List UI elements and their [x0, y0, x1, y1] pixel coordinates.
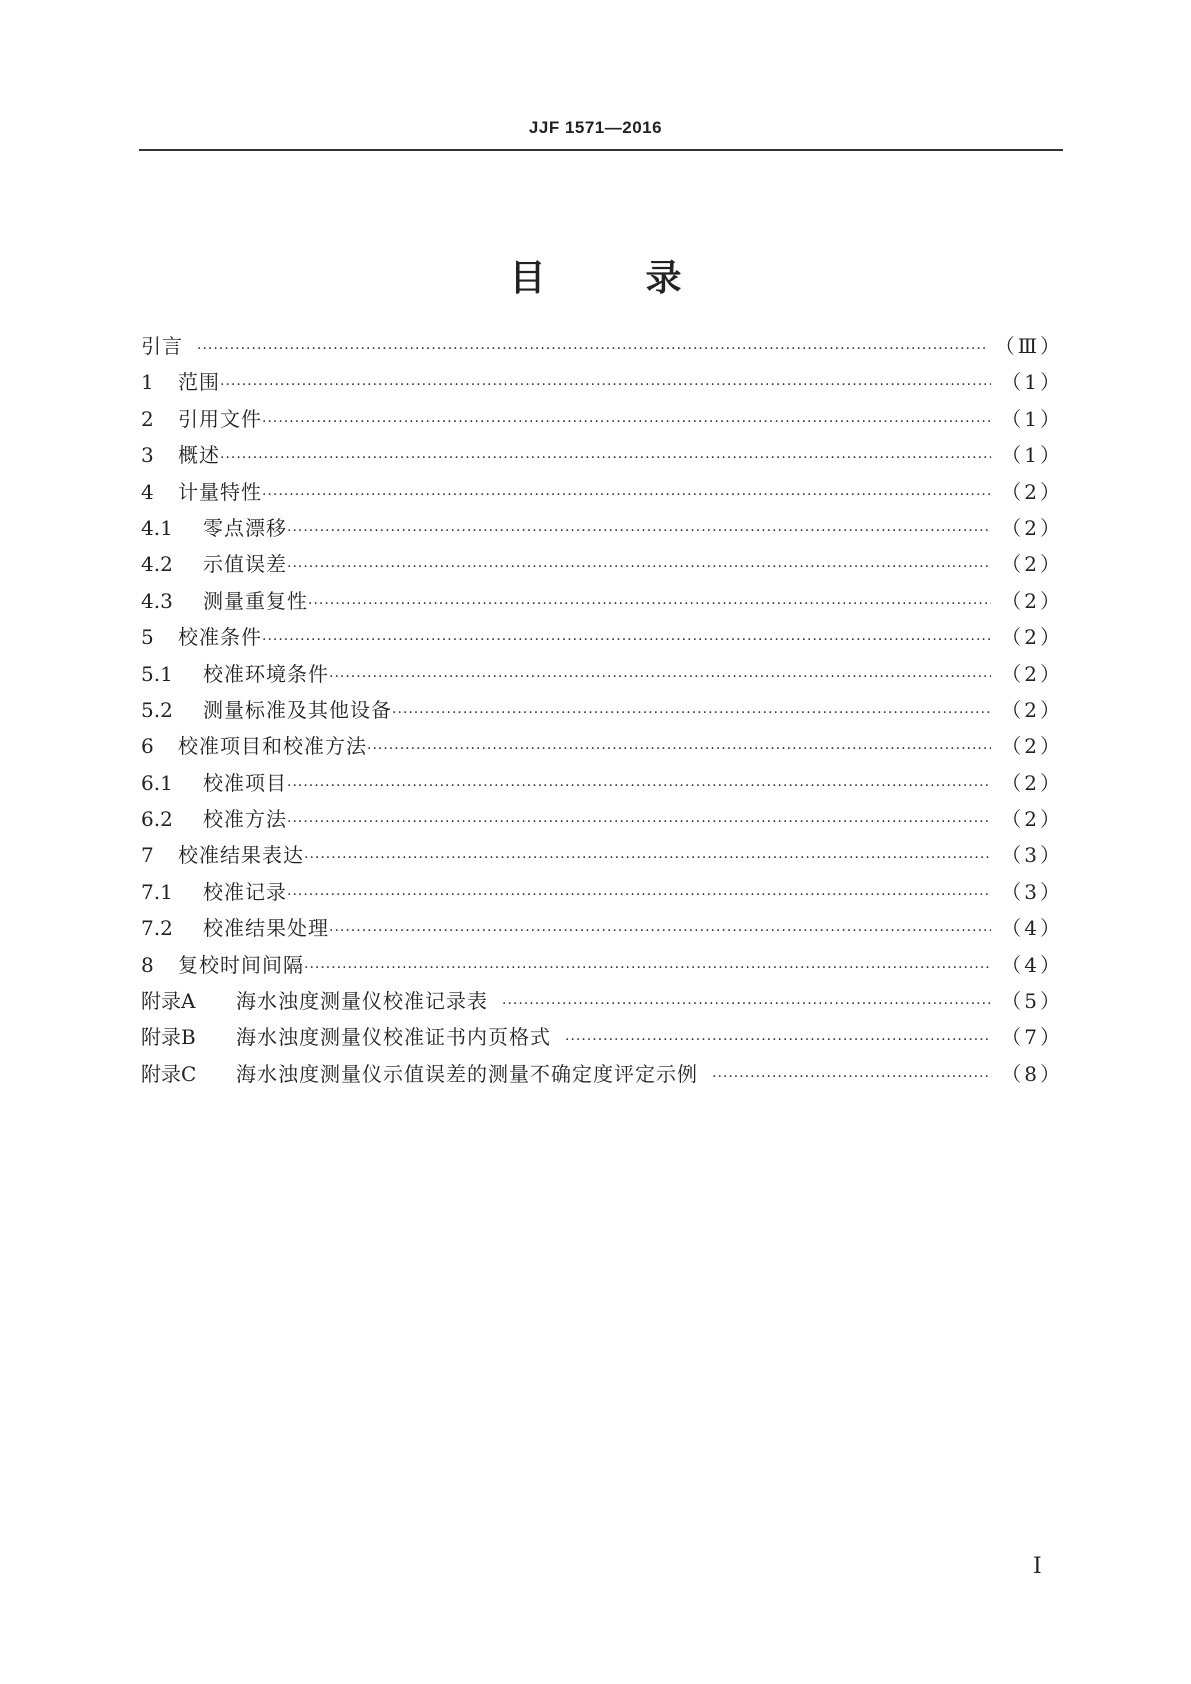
toc-entry-title: 海水浊度测量仪校准记录表: [236, 989, 488, 1014]
toc-entry[interactable]: [141, 366, 1063, 402]
toc-entry-title: 校准结果处理: [203, 916, 329, 941]
dot-leader: [712, 1069, 991, 1085]
dot-leader: [287, 559, 991, 575]
toc-entry[interactable]: [141, 512, 1063, 548]
page-title: [0, 250, 1191, 301]
toc-entry-title: 概述: [178, 443, 220, 468]
toc-entry-number: 附录B: [141, 1025, 196, 1050]
toc-entry-page: （2）: [1001, 734, 1063, 759]
toc-entry[interactable]: [141, 694, 1063, 730]
toc-entry-number: 5: [141, 625, 154, 650]
toc-entry-number: 5.1: [141, 661, 173, 686]
page-number: Ⅰ: [1033, 1554, 1042, 1579]
dot-leader: [502, 996, 991, 1012]
toc-entry-page: （2）: [1001, 625, 1063, 650]
toc-entry-number: 3: [141, 443, 154, 468]
toc-entry-title: 校准项目: [203, 770, 287, 795]
toc-entry[interactable]: [141, 476, 1063, 512]
toc-entry-title: 测量重复性: [203, 588, 308, 613]
dot-leader: [287, 778, 991, 794]
toc-entry-page: （1）: [1001, 370, 1063, 395]
toc-entry-number: 4: [141, 479, 154, 504]
toc-entry[interactable]: [141, 1021, 1063, 1057]
toc-entry-title: 范围: [178, 370, 220, 395]
toc-entry-number: 附录C: [141, 1061, 197, 1086]
title-char: 录: [645, 258, 682, 299]
toc-entry-title: 测量标准及其他设备: [203, 697, 392, 722]
toc-entry[interactable]: [141, 912, 1063, 948]
toc-entry-page: （2）: [1001, 697, 1063, 722]
toc-entry-page: （2）: [1001, 770, 1063, 795]
dot-leader: [304, 960, 991, 976]
toc-entry-page: （8）: [1001, 1061, 1063, 1086]
toc-entry-title: 计量特性: [178, 479, 262, 504]
running-header: JJF 1571—2016: [528, 118, 663, 137]
header-rule: [139, 149, 1063, 151]
dot-leader: [197, 341, 985, 357]
toc-entry-title: 校准方法: [203, 807, 287, 832]
dot-leader: [262, 487, 991, 503]
toc-entry[interactable]: [141, 876, 1063, 912]
table-of-contents: [141, 330, 1063, 1094]
title-char: 目: [509, 258, 546, 299]
dot-leader: [220, 450, 991, 466]
dot-leader: [308, 596, 991, 612]
toc-entry-title: 校准记录: [203, 879, 287, 904]
toc-entry[interactable]: [141, 730, 1063, 766]
dot-leader: [262, 414, 991, 430]
toc-entry-page: （2）: [1001, 515, 1063, 540]
toc-entry[interactable]: [141, 949, 1063, 985]
toc-entry-number: 4.1: [141, 515, 173, 540]
toc-entry-number: 6.1: [141, 770, 173, 795]
toc-entry[interactable]: [141, 839, 1063, 875]
toc-entry-number: 2: [141, 406, 154, 431]
toc-entry-page: （5）: [1001, 989, 1063, 1014]
toc-entry-page: （2）: [1001, 661, 1063, 686]
dot-leader: [329, 923, 991, 939]
toc-entry-number: 6: [141, 734, 154, 759]
toc-entry-title: 零点漂移: [203, 515, 287, 540]
toc-entry[interactable]: [141, 585, 1063, 621]
toc-entry[interactable]: [141, 403, 1063, 439]
toc-entry-page: （Ⅲ）: [994, 334, 1063, 358]
toc-entry[interactable]: [141, 330, 1063, 366]
toc-entry-title: 示值误差: [203, 552, 287, 577]
dot-leader: [367, 741, 991, 757]
toc-entry-page: （2）: [1001, 588, 1063, 613]
toc-entry-page: （4）: [1001, 952, 1063, 977]
toc-entry-page: （2）: [1001, 552, 1063, 577]
toc-entry-number: 7.2: [141, 916, 173, 941]
toc-entry[interactable]: [141, 985, 1063, 1021]
toc-entry[interactable]: [141, 803, 1063, 839]
dot-leader: [329, 669, 991, 685]
toc-entry-title: 引用文件: [178, 406, 262, 431]
toc-entry-page: （1）: [1001, 406, 1063, 431]
toc-entry[interactable]: [141, 767, 1063, 803]
toc-entry-page: （7）: [1001, 1025, 1063, 1050]
toc-entry[interactable]: [141, 621, 1063, 657]
dot-leader: [287, 523, 991, 539]
toc-entry-number: 8: [141, 952, 154, 977]
toc-entry[interactable]: [141, 658, 1063, 694]
toc-entry-title: 海水浊度测量仪示值误差的测量不确定度评定示例: [236, 1061, 698, 1086]
toc-entry[interactable]: [141, 1058, 1063, 1094]
dot-leader: [304, 850, 991, 866]
toc-entry-title: 校准项目和校准方法: [178, 734, 367, 759]
dot-leader: [392, 705, 991, 721]
toc-entry-number: 6.2: [141, 807, 173, 832]
toc-entry-number: 5.2: [141, 697, 173, 722]
dot-leader: [220, 377, 991, 393]
toc-entry-page: （2）: [1001, 807, 1063, 832]
toc-entry-number: 7: [141, 843, 154, 868]
dot-leader: [287, 887, 991, 903]
toc-entry-title: 海水浊度测量仪校准证书内页格式: [236, 1025, 551, 1050]
toc-entry-title: 校准结果表达: [178, 843, 304, 868]
toc-entry-page: （2）: [1001, 479, 1063, 504]
dot-leader: [287, 814, 991, 830]
toc-entry-number: 1: [141, 370, 154, 395]
toc-entry-number: 附录A: [141, 989, 196, 1014]
toc-entry[interactable]: [141, 439, 1063, 475]
toc-entry-title: 校准环境条件: [203, 661, 329, 686]
toc-entry-title: 引言: [141, 334, 183, 358]
toc-entry-page: （4）: [1001, 916, 1063, 941]
toc-entry-page: （1）: [1001, 443, 1063, 468]
toc-entry-page: （3）: [1001, 843, 1063, 868]
toc-entry-title: 复校时间间隔: [178, 952, 304, 977]
dot-leader: [565, 1032, 991, 1048]
toc-entry-page: （3）: [1001, 879, 1063, 904]
toc-entry-title: 校准条件: [178, 625, 262, 650]
toc-entry-number: 7.1: [141, 879, 173, 904]
toc-entry-number: 4.3: [141, 588, 173, 613]
toc-entry-number: 4.2: [141, 552, 173, 577]
toc-entry[interactable]: [141, 548, 1063, 584]
dot-leader: [262, 632, 991, 648]
